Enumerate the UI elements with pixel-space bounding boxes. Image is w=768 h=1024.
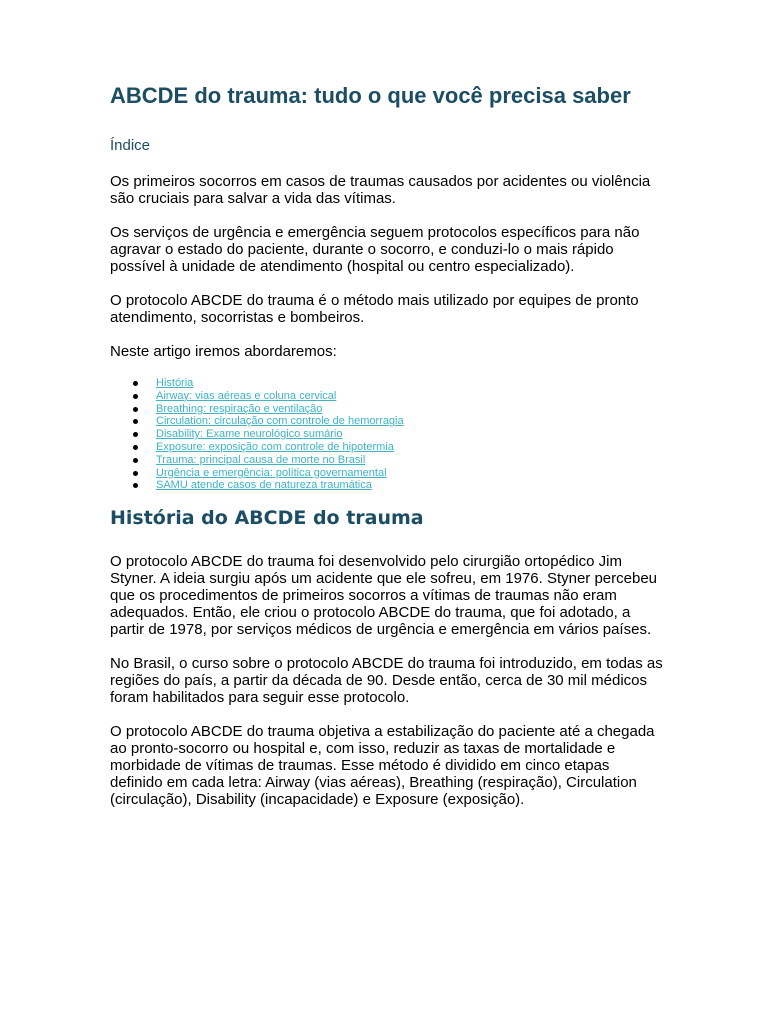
intro-paragraph-4: Neste artigo iremos abordaremos:	[110, 343, 337, 360]
toc-link-breathing[interactable]: Breathing: respiração e ventilação	[156, 402, 323, 415]
toc-link-circulation[interactable]: Circulation: circulação com controle de hemorragia	[156, 415, 404, 428]
toc-item	[156, 467, 666, 480]
bullet-icon	[133, 381, 138, 386]
toc-link-disability[interactable]: Disability: Exame neurológico sumário	[156, 428, 343, 441]
section-paragraph-1: O protocolo ABCDE do trauma foi desenvolvido pelo cirurgião ortopédico Jim Styner. A ideia surgiu após um acidente que ele sofreu, em 1976. Styner percebeu que os procedimentos de primeiros socorros a vítimas de traumas não eram adequados. Então, ele criou o protocolo ABCDE do trauma, que foi adotado, a partir de 1978, por serviços médicos de urgência e emergência em vários países.	[110, 553, 658, 639]
toc-link-historia[interactable]: História	[156, 377, 194, 389]
article	[110, 82, 666, 808]
bullet-icon	[133, 407, 138, 412]
bullet-icon	[133, 471, 138, 476]
bullet-icon	[133, 458, 138, 463]
toc-link-urgencia[interactable]: Urgência e emergência: política governamental	[156, 466, 387, 479]
toc-item	[156, 415, 666, 428]
section-paragraph-2: No Brasil, o curso sobre o protocolo ABCDE do trauma foi introduzido, em todas as regiões do país, a partir da década de 90. Desde então, cerca de 30 mil médicos foram habilitados para seguir esse protocolo.	[110, 655, 663, 707]
section-paragraph-3: O protocolo ABCDE do trauma objetiva a estabilização do paciente até a chegada ao pronto-socorro ou hospital e, com isso, reduzir as taxas de mortalidade e morbidade de vítimas de traumas. Esse método é dividido em cinco etapas definido em cada letra: Airway (vias aéreas), Breathing (respiração), Circulation (circulação), Disability (incapacidade) e Exposure (exposição).	[110, 723, 655, 809]
toc-link-samu[interactable]: SAMU atende casos de natureza traumática	[156, 479, 372, 492]
toc-item	[156, 479, 666, 492]
toc-item	[156, 377, 666, 390]
intro-paragraph-2: Os serviços de urgência e emergência seguem protocolos específicos para não agravar o estado do paciente, durante o socorro, e conduzi-lo o mais rápido possível à unidade de atendimento (hospital ou centro especializado).	[110, 224, 640, 275]
toc-link-exposure[interactable]: Exposure: exposição com controle de hipotermia	[156, 440, 394, 453]
toc-item	[156, 403, 666, 416]
section-heading-historia: História do ABCDE do trauma	[110, 507, 424, 530]
toc-item	[156, 428, 666, 441]
bullet-icon	[133, 394, 138, 399]
bullet-icon	[133, 483, 138, 488]
toc-list	[110, 377, 666, 492]
intro-paragraph-3: O protocolo ABCDE do trauma é o método mais utilizado por equipes de pronto atendimento, socorristas e bombeiros.	[110, 292, 639, 326]
intro-paragraph-1: Os primeiros socorros em casos de traumas causados por acidentes ou violência são cruciais para salvar a vida das vítimas.	[110, 173, 651, 207]
toc-link-airway[interactable]: Airway: vias aéreas e coluna cervical	[156, 389, 337, 402]
bullet-icon	[133, 445, 138, 450]
bullet-icon	[133, 419, 138, 424]
toc-item	[156, 390, 666, 403]
toc-heading: Índice	[110, 137, 151, 154]
toc-item	[156, 441, 666, 454]
bullet-icon	[133, 432, 138, 437]
toc-item	[156, 454, 666, 467]
article-title: ABCDE do trauma: tudo o que você precisa saber	[110, 83, 631, 108]
toc-link-trauma[interactable]: Trauma: principal causa de morte no Brasil	[156, 453, 366, 466]
